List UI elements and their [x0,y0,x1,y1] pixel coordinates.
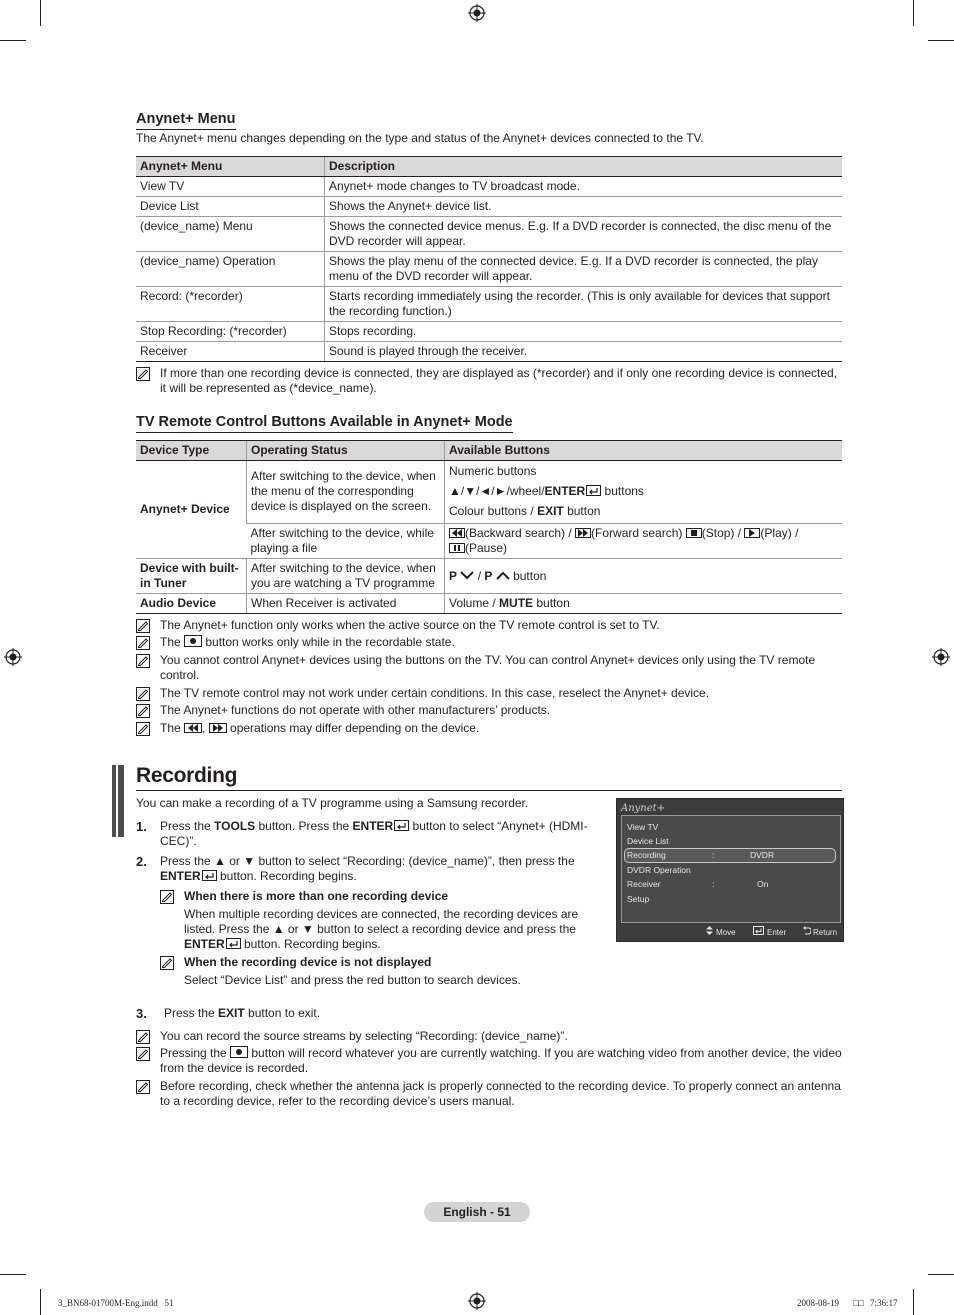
page-number-badge: English - 51 [424,1202,530,1222]
status-cell: After switching to the device, when you are watching a TV programme [247,559,445,594]
text: Press the ▲ or ▼ button to select “Recording: (device_name)”, then press the [160,854,575,868]
table-row [136,287,842,322]
table-cell: Starts recording immediately using the recorder. (This is only available for devices that support the recording function.) [325,287,843,322]
colour-buttons [449,501,838,521]
osd-item-recording[interactable]: Recording [627,850,666,860]
crop-mark [913,1289,914,1315]
section-title: Recording [136,764,238,787]
text: Press the [160,819,215,833]
device-type-cell: Anynet+ Device [136,461,247,559]
registration-mark-icon [468,1292,486,1310]
date-slug: 2008-08-19 [797,1298,839,1308]
table-cell: Device List [136,197,325,217]
note-icon [136,704,150,718]
osd-menu-panel [621,815,841,923]
device-type-cell: Audio Device [136,594,247,614]
osd-item-receiver[interactable]: Receiver [627,879,661,889]
colour-text: Colour buttons / [449,504,538,518]
enter-label: ENTER [160,869,201,883]
table-row [136,342,842,362]
column-header: Description [325,157,843,177]
note-icon [136,636,150,650]
note-text: Pressing the [160,1046,231,1060]
anynet-menu-heading: Anynet+ Menu [136,110,236,130]
note [136,366,842,396]
table-row [136,197,842,217]
button-word: button [536,596,570,610]
forward-icon [575,528,591,538]
enter-icon [226,938,241,949]
osd-item-device-list[interactable]: Device List [627,836,669,846]
remote-buttons-table [136,440,842,614]
table-row [136,252,842,287]
registration-mark-icon [468,4,486,22]
column-header: Operating Status [247,441,445,461]
record-icon [184,635,202,647]
note [136,1029,842,1044]
note-text: You cannot control Anynet+ devices using the buttons on the TV. You can control Anynet+ devices only using the TV remote control. [160,653,816,682]
note-text: The [160,635,185,649]
note-icon [136,367,150,381]
play-icon [744,528,760,538]
crop-mark [928,40,954,41]
status-cell: When Receiver is activated [247,594,445,614]
mute-label: MUTE [499,596,534,610]
note [136,721,842,736]
exit-label: EXIT [218,1006,245,1020]
osd-item-dvdr-operation[interactable]: DVDR Operation [627,865,691,875]
note [136,1079,842,1109]
table-row [136,177,842,197]
note-icon [136,1030,150,1044]
registration-mark-icon [4,648,22,666]
tools-label: TOOLS [214,819,256,833]
pause-text: (Pause) [465,541,508,555]
table-cell: View TV [136,177,325,197]
osd-recording-value: DVDR [750,850,775,860]
note [136,635,842,650]
table-row [136,559,842,594]
note-text: operations may differ depending on the device. [226,721,480,735]
note [136,686,842,701]
table-header-row [136,157,842,177]
move-icon [706,926,713,935]
text: When multiple recording devices are connected, the recording devices are listed. Press the ▲ or ▼ button to select a recording device and press the [184,907,579,936]
enter-icon [753,926,764,935]
step-text [160,819,596,849]
backward-text: (Backward search) / [465,526,576,540]
sub-note-body [184,907,590,952]
table-cell: Shows the play menu of the connected device. E.g. If a DVD recorder is connected, the play menu of the DVD recorder will appear. [325,252,843,287]
return-icon [803,926,811,935]
table-cell: (device_name) Menu [136,217,325,252]
anynet-menu-table [136,156,842,362]
exit-label: EXIT [537,504,564,518]
volume-text: Volume / [449,596,500,610]
table-row [136,217,842,252]
anynet-osd-screenshot [616,798,844,942]
step-text [164,1006,596,1021]
note-icon [160,890,174,904]
enter-icon [586,485,601,496]
column-header: Device Type [136,441,247,461]
note [136,653,842,683]
registration-mark-icon [932,648,950,666]
note-text: You can record the source streams by selecting “Recording: (device_name)”. [160,1029,568,1043]
crop-mark [0,40,26,41]
step-1 [136,819,596,849]
text: button to select “Anynet+ (HDMI-CEC)”. [160,819,588,848]
enter-label: ENTER [352,819,394,833]
note-text: button will record whatever you are currently watching. If you are watching video from another device, the video from the device is recorded. [160,1046,842,1075]
sub-note-title: When there is more than one recording device [184,889,449,903]
file-slug: 3_BN68-01700M-Eng.indd 51 [58,1298,174,1308]
sub-note-multiple-devices [160,889,590,952]
note-icon [136,619,150,633]
buttons-word: buttons [604,484,644,498]
crop-mark [913,0,914,26]
p-label: P [449,568,458,583]
numeric-buttons: Numeric buttons [449,464,537,478]
pause-icon [449,543,465,553]
step-text [160,854,596,884]
table-cell: Receiver [136,342,325,362]
table-cell: Record: (*recorder) [136,287,325,322]
device-type-cell: Device with built-in Tuner [136,559,247,594]
time-slug: 7:36:17 [870,1298,898,1308]
table-cell: (device_name) Operation [136,252,325,287]
osd-footer-enter: Enter [767,928,787,937]
table-header-row [136,441,842,461]
column-header: Anynet+ Menu [136,157,325,177]
remote-heading: TV Remote Control Buttons Available in Anynet+ Mode [136,413,513,433]
step-number: 3. [136,1006,147,1021]
table-cell: Shows the connected device menus. E.g. If a DVD recorder is connected, the disc menu of the DVD recorder will appear. [325,217,843,252]
sub-note-not-displayed [160,955,590,988]
note-text: The Anynet+ function only works when the active source on the TV remote control is set to TV. [160,618,660,632]
note-text: button works only while in the recordable state. [202,635,455,649]
table-cell: Anynet+ mode changes to TV broadcast mode. [325,177,843,197]
backward-icon [184,723,202,733]
note [136,1046,842,1076]
note-icon [136,722,150,736]
osd-item-view-tv[interactable]: View TV [627,822,659,832]
arrows-text: ▲/▼/◄/►/wheel/ [449,484,545,498]
button-word: button [567,504,601,518]
arrow-buttons [449,481,838,501]
step-2 [136,854,596,884]
sub-note-body: Select “Device List” and press the red button to search devices. [184,973,521,987]
step-number: 1. [136,819,147,834]
table-cell: Sound is played through the receiver. [325,342,843,362]
table-row [136,594,842,614]
note-icon [136,1047,150,1061]
table-row [136,322,842,342]
table-cell: Shows the Anynet+ device list. [325,197,843,217]
buttons-cell [445,559,843,594]
osd-colon: : [712,850,715,860]
anynet-logo: Anynet+ [621,803,666,814]
slash-text: / [474,568,485,583]
garbled-slug: □□ [853,1298,864,1308]
text: Press the [164,1006,219,1020]
section-bar [112,765,116,837]
chevron-down-icon [460,571,474,580]
table-cell: Stops recording. [325,322,843,342]
button-word: button [513,568,547,583]
note-text: , [202,721,209,735]
note-text: Before recording, check whether the antenna jack is properly connected to the recording device. To properly connect an antenna to a recording device, refer to the recording device’s users manual. [160,1079,841,1108]
table-row [136,461,842,524]
play-text: (Play) / [760,526,799,540]
crop-mark [40,1289,41,1315]
section-bar [118,765,124,837]
table-cell: Stop Recording: (*recorder) [136,322,325,342]
osd-receiver-value: On [757,879,769,889]
forward-icon [209,723,227,733]
enter-icon [394,820,409,831]
note-text: The TV remote control may not work under certain conditions. In this case, reselect the Anynet+ device. [160,686,710,700]
note [136,703,842,718]
osd-footer-move: Move [716,928,736,937]
step-number: 2. [136,854,147,869]
section-rule [136,790,842,791]
crop-mark [0,1274,26,1275]
osd-colon: : [712,879,715,889]
enter-label: ENTER [184,937,225,951]
buttons-cell [445,461,843,524]
osd-item-setup[interactable]: Setup [627,894,650,904]
buttons-cell [445,524,843,559]
osd-footer-return: Return [813,928,838,937]
note-icon [160,956,174,970]
note-text: If more than one recording device is connected, they are displayed as (*recorder) and if only one recording device is connected, it will be represented as (*device_name). [160,366,838,395]
record-icon [230,1046,248,1058]
note-icon [136,687,150,701]
stop-text: (Stop) / [701,526,745,540]
recording-intro: You can make a recording of a TV programme using a Samsung recorder. [136,796,529,810]
enter-label: ENTER [544,484,586,498]
note-text: The [160,721,185,735]
note-text: The Anynet+ functions do not operate with other manufacturers’ products. [160,703,551,717]
p-label: P [484,568,493,583]
step-3 [136,1006,596,1021]
note [136,618,842,633]
crop-mark [928,1274,954,1275]
status-cell: After switching to the device, when the menu of the corresponding device is displayed on the screen. [247,461,445,524]
buttons-cell [445,594,843,614]
text: button. Press the [255,819,353,833]
text: button to exit. [244,1006,321,1020]
text: button. Recording begins. [240,937,381,951]
anynet-menu-intro: The Anynet+ menu changes depending on the type and status of the Anynet+ devices connected to the TV. [136,131,704,145]
backward-icon [449,528,465,538]
crop-mark [40,0,41,26]
sub-note-title: When the recording device is not displayed [184,955,432,969]
status-cell: After switching to the device, while playing a file [247,524,445,559]
stop-icon [686,528,702,538]
enter-icon [202,870,217,881]
forward-text: (Forward search) [591,526,686,540]
chevron-up-icon [496,571,510,580]
column-header: Available Buttons [445,441,843,461]
note-icon [136,1080,150,1094]
note-icon [136,654,150,668]
text: button. Recording begins. [216,869,357,883]
